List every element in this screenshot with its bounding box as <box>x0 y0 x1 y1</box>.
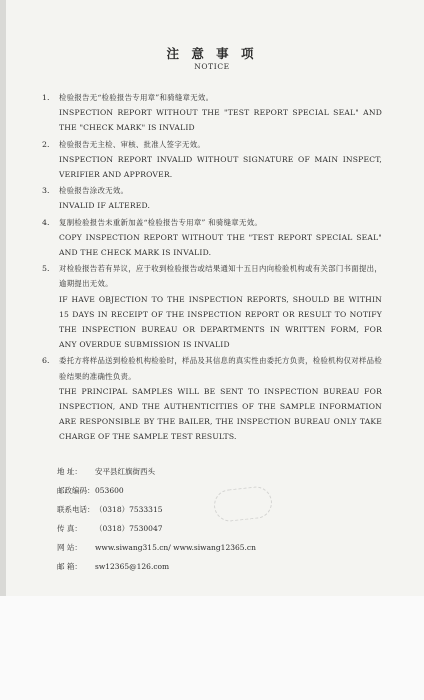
item-text-zh: 检验报告无“检验报告专用章”和骑缝章无效。 <box>59 93 214 102</box>
contact-phone <box>57 500 377 519</box>
contact-label: 联系电话： <box>57 505 95 514</box>
contact-postcode <box>57 481 377 500</box>
contact-value: www.siwang315.cn/ www.siwang12365.cn <box>95 543 256 552</box>
item-number: 6. <box>42 356 50 366</box>
item-text-en: INSPECTION REPORT INVALID WITHOUT SIGNATURE OF MAIN INSPECT, VERIFIER AND APPROVER. <box>59 154 382 180</box>
blank-margin <box>0 596 424 700</box>
contact-value: 053600 <box>95 486 124 495</box>
contact-value: sw12365@126.com <box>95 562 170 571</box>
item-text-zh: 对检验报告若有异议，应于收到检验报告或结果通知十五日内向检验机构或有关部门书面提出，逾期提出无效。 <box>59 264 383 289</box>
page-subtitle: NOTICE <box>194 62 230 71</box>
item-text-en: COPY INSPECTION REPORT WITHOUT THE "TEST REPORT SPECIAL SEAL" AND THE CHECK MARK IS INVALID. <box>59 232 382 258</box>
item-text-zh: 检验报告涂改无效。 <box>59 186 129 196</box>
contact-label: 网 站： <box>57 543 82 552</box>
item-number: 2. <box>42 139 50 149</box>
notice-item-3 <box>42 183 382 213</box>
item-text-en: THE PRINCIPAL SAMPLES WILL BE SENT TO INSPECTION BUREAU FOR INSPECTION, AND THE AUTHENTICITIES OF THE SAMPLE INFORMATION ARE RESPONSIBLE BY THE BAILER, THE INSPECTION BUREAU ONLY TAKE CHARGE OF THE SAMPLE TEST RESULTS. <box>59 386 382 442</box>
contact-email <box>57 557 377 576</box>
contact-label: 邮 箱： <box>57 562 82 571</box>
contact-value: （0318）7530047 <box>95 524 163 533</box>
item-number: 4. <box>42 217 50 227</box>
contact-label: 地 址： <box>57 467 82 476</box>
contact-label: 传 真： <box>57 524 82 533</box>
notice-list <box>42 90 382 446</box>
item-text-zh: 委托方将样品送到检验机构检验时，样品及其信息的真实性由委托方负责，检验机构仅对样品检验结果的准确性负责。 <box>59 356 383 381</box>
item-number: 5. <box>42 264 50 274</box>
contact-info <box>57 462 377 576</box>
item-text-zh: 检验报告无主检、审核、批准人签字无效。 <box>59 139 206 149</box>
notice-item-6 <box>42 353 382 444</box>
contact-fax <box>57 519 377 538</box>
contact-value: （0318）7533315 <box>95 505 163 514</box>
item-text-en: IF HAVE OBJECTION TO THE INSPECTION REPORTS, SHOULD BE WITHIN 15 DAYS IN RECEIPT OF THE INSPECTION REPORT OR RESULT TO NOTIFY THE INSPECTION BUREAU OR DEPARTMENTS IN WRITTEN FORM, FOR ANY OVERDUE SUBMISSION IS INVALID <box>59 294 382 350</box>
contact-website <box>57 538 377 557</box>
item-text-zh: 复制检验报告未重新加盖“检验报告专用章” 和骑缝章无效。 <box>59 217 263 227</box>
item-text-en: INVALID IF ALTERED. <box>59 201 151 211</box>
contact-label: 邮政编码： <box>57 486 95 495</box>
notice-item-2 <box>42 137 382 183</box>
contact-value: 安平县红旗街西头 <box>95 467 155 476</box>
item-number: 1. <box>42 93 50 102</box>
page-title: 注 意 事 项 <box>166 46 258 61</box>
notice-item-1 <box>42 90 382 136</box>
notice-item-5 <box>42 261 382 352</box>
item-text-en: INSPECTION REPORT WITHOUT THE "TEST REPORT SPECIAL SEAL" AND THE "CHECK MARK" IS INVALID <box>59 108 382 133</box>
item-number: 3. <box>42 186 50 196</box>
notice-item-4 <box>42 215 382 261</box>
contact-address <box>57 462 377 481</box>
page-edge-shadow <box>0 0 6 596</box>
